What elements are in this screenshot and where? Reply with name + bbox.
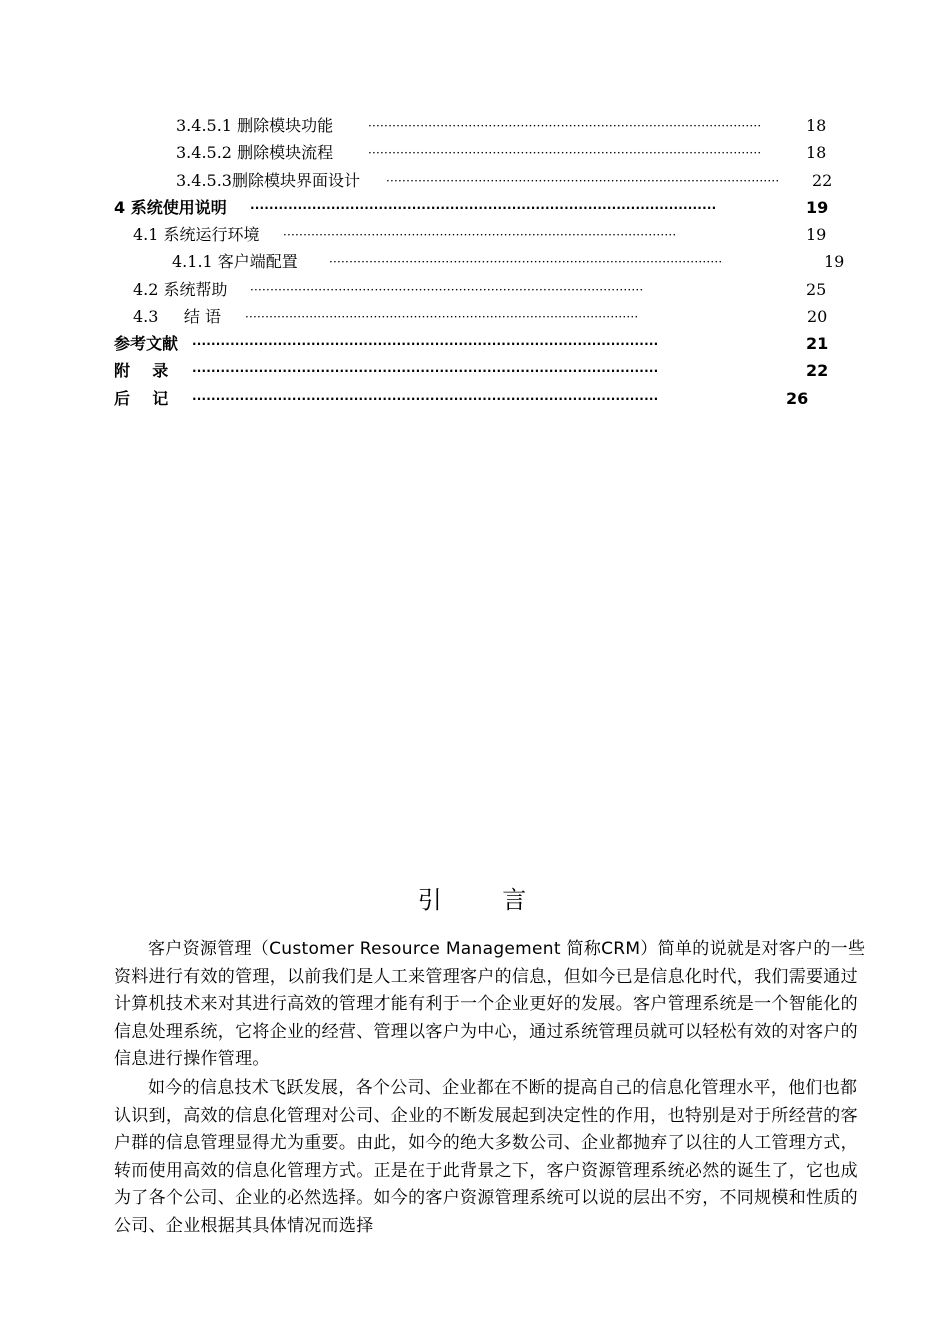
toc-page-number: 19 xyxy=(806,225,827,244)
intro-paragraph: 客户资源管理（Customer Resource Management 简称CRM）简单的说就是对客户的一些资料进行有效的管理，以前我们是人工来管理客户的信息，但如今已是信息化时代，我们需要通过计算机技术来对其进行高效的管理才能有利于一个企业更好的发展。客户管理系统是一个智能化的信息处理系统，它将企业的经营、管理以客户为中心，通过系统管理员就可以轻松有效的对客户的信息进行操作管理。 xyxy=(114,939,866,1069)
toc-entry-label: 参考文献 xyxy=(114,334,179,353)
toc-leader-dots: ·································································································· xyxy=(250,283,644,297)
toc-page-number: 18 xyxy=(806,116,827,135)
toc-entry[interactable] xyxy=(114,197,834,219)
toc-entry-label: 4.1 系统运行环境 xyxy=(133,225,260,244)
toc-entry-label: 4.1.1 客户端配置 xyxy=(172,252,298,271)
section-title: 引 言 xyxy=(417,886,533,914)
toc-leader-dots: ·································································································· xyxy=(368,119,762,133)
toc-entry[interactable] xyxy=(133,224,833,246)
toc-leader-dots: ·································································································· xyxy=(329,255,723,269)
toc-entry-label: 4.2 系统帮助 xyxy=(133,280,228,299)
toc-page-number: 19 xyxy=(824,252,845,271)
intro-paragraph: 如今的信息技术飞跃发展，各个公司、企业都在不断的提高自己的信息化管理水平，他们也都认识到，高效的信息化管理对公司、企业的不断发展起到决定性的作用，也特别是对于所经营的客户群的信息管理显得尤为重要。由此，如今的绝大多数公司、企业都抛弃了以往的人工管理方式，转而使用高效的信息化管理方式。正是在于此背景之下，客户资源管理系统必然的诞生了，它也成为了各个公司、企业的必然选择。如今的客户资源管理系统可以说的层出不穷，不同规模和性质的公司、企业根据其具体情况而选择 xyxy=(114,1078,858,1236)
toc-entry[interactable] xyxy=(133,306,833,328)
toc-page-number: 22 xyxy=(812,171,833,190)
toc-entry-label: 后 记 xyxy=(114,389,169,408)
toc-leader-dots: ·································································································· xyxy=(386,174,780,188)
toc-entry[interactable] xyxy=(114,360,834,382)
toc-page-number: 19 xyxy=(806,198,829,217)
toc-entry-label: 4.3 结 语 xyxy=(133,307,227,326)
toc-leader-dots: ·································································································· xyxy=(245,310,639,324)
toc-entry[interactable] xyxy=(114,333,834,355)
toc-page-number: 21 xyxy=(806,334,829,353)
toc-leader-dots: ·································································································· xyxy=(192,364,659,378)
toc-page-number: 20 xyxy=(807,307,828,326)
toc-page-number: 26 xyxy=(786,389,809,408)
toc-page-number: 25 xyxy=(806,280,827,299)
toc-entry[interactable] xyxy=(176,170,836,192)
toc-entry[interactable] xyxy=(114,388,834,410)
toc-entry-label: 3.4.5.3删除模块界面设计 xyxy=(176,171,360,190)
toc-leader-dots: ·································································································· xyxy=(250,201,717,215)
toc-page-number: 18 xyxy=(806,143,827,162)
toc-entry[interactable] xyxy=(176,115,836,137)
toc-entry[interactable] xyxy=(172,251,852,273)
toc-leader-dots: ·································································································· xyxy=(192,337,659,351)
toc-entry[interactable] xyxy=(176,142,836,164)
toc-entry[interactable] xyxy=(133,279,833,301)
toc-entry-label: 附 录 xyxy=(114,361,169,380)
toc-entry-label: 4 系统使用说明 xyxy=(114,198,227,217)
toc-leader-dots: ·································································································· xyxy=(368,146,762,160)
toc-entry-label: 3.4.5.1 删除模块功能 xyxy=(176,116,334,135)
toc-leader-dots: ·································································································· xyxy=(192,392,659,406)
toc-page-number: 22 xyxy=(806,361,829,380)
toc-entry-label: 3.4.5.2 删除模块流程 xyxy=(176,143,334,162)
toc-leader-dots: ·································································································· xyxy=(283,228,677,242)
